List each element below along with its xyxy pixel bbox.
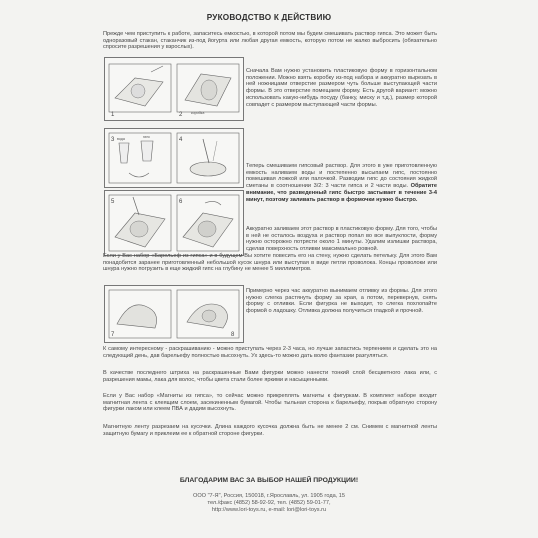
label-4: 4 bbox=[179, 137, 183, 143]
label-6: 6 bbox=[179, 199, 183, 205]
step5-paragraph: Примерно через час аккуратно вынимаем отливку из формы. Для этого нужно слегка растянуть форму за края, а потом, перевернув, снять форму с отливки. Если фигурка не выходит, то слегка похлопайте формой о ладошку. Отливка должна получиться гладкой и прочной. bbox=[246, 288, 437, 315]
company-contact bbox=[0, 493, 538, 513]
label-gypsum: гипс bbox=[143, 135, 151, 139]
step2-text: Теперь смешиваем гипсовый раствор. Для этого в уже приготовленную емкость наливаем воды и постепенно высыпаем гипс, постоянно помешивая ложкой или палочкой. Разводим гипс до состояния жидкой сметаны в соотношении 3/2: 3 части гипса и 2 части воды. bbox=[246, 163, 437, 190]
page-title: РУКОВОДСТВО К ДЕЙСТВИЮ bbox=[206, 13, 332, 22]
label-water: вода bbox=[117, 137, 125, 141]
label-7: 7 bbox=[111, 332, 115, 338]
contact-address: ООО "7-Я", Россия, 150018, г.Ярославль, ул. 1905 года, 15 bbox=[192, 493, 346, 499]
illustration-steps-3-4 bbox=[104, 128, 244, 188]
magnet-paragraph: Если у Вас набор «Магниты из гипса», то сейчас можно прикреплять магниты к фигуркам. В комплект наборе входит магнитная лента с клеящим слоем, засекиненным бумагой. Чтобы тыльная сторона к барельефу, покрыв обратную сторону фигурки лаком или клеем ПВА и дадим высохнуть. bbox=[103, 393, 437, 413]
contact-phones: тел./факс (4852) 58-92-92, тел. (4852) 59-01-77, bbox=[207, 499, 331, 506]
step2-paragraph bbox=[246, 163, 437, 203]
label-5: 5 bbox=[111, 199, 115, 205]
varnish-paragraph: В качестве последнего штриха на раскрашенные Вами фигурки можно нанести тонкий слой бесцветного лака или, с разрешения мамы, лака для волос, чтобы цвета стали более яркими и насыщенными. bbox=[103, 370, 437, 383]
label-2: 2 bbox=[179, 112, 183, 118]
magnet-tape-paragraph: Магнитную ленту разрезаем на кусочки. Длина каждого кусочка должна быть не менее 2 см. Снимем с магнитной ленты защитную бумагу и приклеим ее к обратной стороне фигурки. bbox=[103, 424, 437, 437]
step1-paragraph: Сначала Вам нужно установить пластиковую форму в горизонтальном положении. Можно взять коробку из-под набора и аккуратно вырезать в ней ножницами отверстие размером чуть больше выступающей части формы. В это отверстие помещаем форму. Есть другой вариант: можно использовать какую-нибудь посуду (банку, миску и т.д.), размер которой совпадет с размером выступающей части формы. bbox=[246, 68, 437, 108]
intro-paragraph: Прежде чем приступить к работе, запаситесь емкостью, в которой потом мы будем смешивать раствор гипса. Это может быть одноразовый стакан, стаканчик из-под йогурта или любая другая емкость, которую потом не жалко выбросить (обязательно спросите разрешения у взрослых). bbox=[103, 31, 437, 51]
contact-web: http://www.lori-toys.ru, e-mail: lori@lori-toys.ru bbox=[211, 506, 327, 513]
step3-paragraph: Аккуратно заливаем этот раствор в пластиковую форму. Для того, чтобы в ней не осталось воздуха и раствор попал во все выпуклости, форму нужно осторожно потрясти около 1 минуты. Удалим излишки раствора, сделав поверхность отливки максимально ровной. bbox=[246, 226, 437, 253]
illustration-steps-1-2 bbox=[104, 57, 244, 121]
label-8: 8 bbox=[231, 332, 235, 338]
thanks-heading: БЛАГОДАРИМ ВАС ЗА ВЫБОР НАШЕЙ ПРОДУКЦИИ! bbox=[179, 477, 359, 484]
paint-paragraph: К самому интересному - раскрашиванию - можно приступать через 2-3 часа, но лучше запастись терпением и сделать это на следующий день, дав барельефу полностью высохнуть. Ух здесь-то можно дать волю фантазии разгуляться. bbox=[103, 346, 437, 359]
label-box: коробка bbox=[191, 111, 205, 115]
label-1: 1 bbox=[111, 112, 115, 118]
step2-warning: Обратите внимание, что разведенный гипс быстро застывает в течение 3-4 минут, поэтому заливать раствор в формочки нужно быстро. bbox=[246, 183, 437, 203]
step4-paragraph: Если у Вас набор «Барельеф из гипса» и в будущем Вы хотите повесить его на стену, нужно сделать петельку. Для этого Вам понадобится заранее приготовленный небольшой кусок шнура или выступая в виде петли проволока. Концы проволоки или шнура нужно погрузить в еще жидкий гипс на глубину не менее 5 миллиметров. bbox=[103, 253, 437, 273]
illustration-steps-5-6 bbox=[104, 190, 244, 256]
illustration-steps-7-8 bbox=[104, 285, 244, 343]
label-3: 3 bbox=[111, 137, 115, 143]
